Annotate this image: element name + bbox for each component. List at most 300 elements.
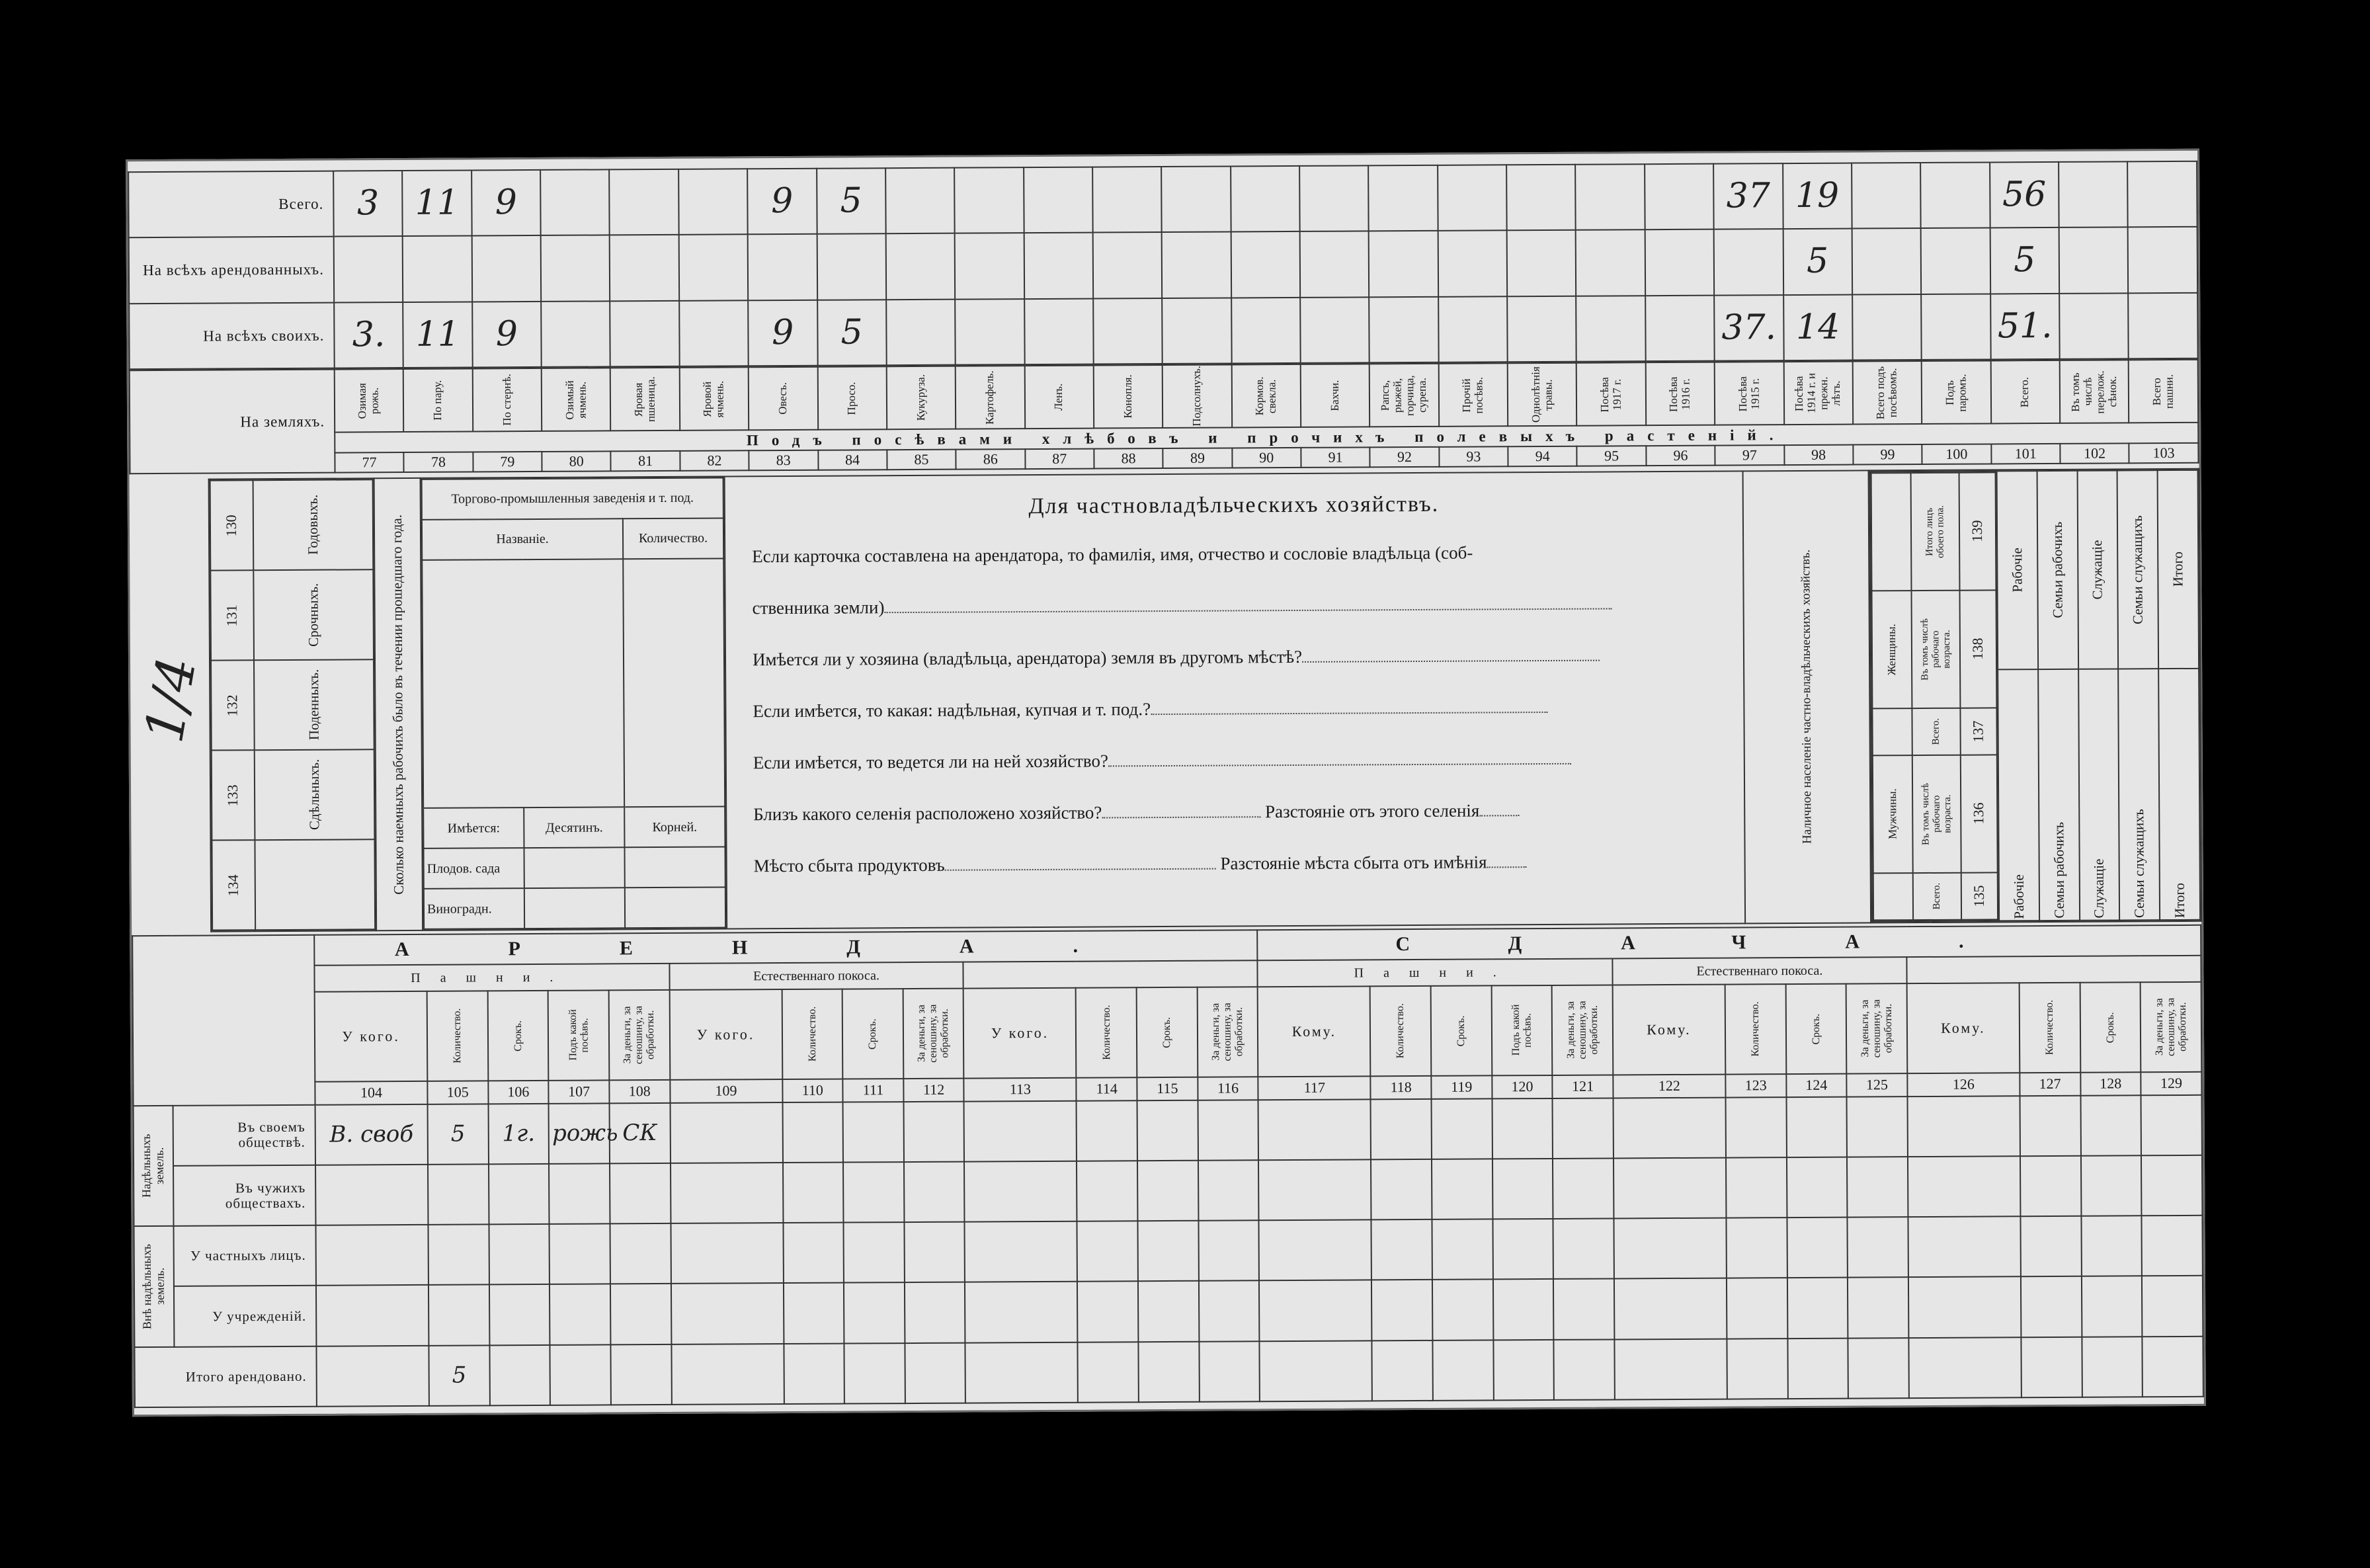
lease-cell [784,1283,844,1344]
totals-cell [1300,297,1369,363]
handwritten-value: 3 [356,183,380,224]
lease-cell [1492,1098,1553,1159]
middle-section [130,468,2202,928]
lease-cell [489,1345,550,1406]
totals-cell [1990,294,2060,360]
lease-header-label: Срокъ. [1810,1013,1822,1045]
lease-col-number: 116 [1198,1077,1258,1100]
lease-header [903,988,963,1079]
column-number: 100 [1922,444,1992,465]
lease-row-label: Въ чужихъ обществахъ. [173,1165,315,1226]
crop-header [335,369,404,433]
lease-row [134,1095,2202,1167]
totals-row-label: На всѣхъ своихъ. [129,302,335,369]
handwritten-value: В. своб [329,1120,414,1148]
lease-header [1258,986,1371,1077]
trade-block [421,476,727,930]
pop-number-text: 138 [1969,638,1986,660]
lease-cell [964,1100,1077,1161]
crop-header [1783,362,1853,425]
totals-cell [471,235,541,302]
totals-cell [403,302,473,368]
crop-header-label: Картофель. [983,370,997,425]
lease-cell [489,1164,550,1225]
lease-header [669,989,782,1081]
totals-row [128,161,2197,238]
hired-workers-table [210,479,376,930]
pop-number-text: 137 [1969,720,1987,743]
lease-cell [2081,1155,2142,1216]
handwritten-value: СК [622,1119,657,1147]
totals-cell [1231,231,1300,298]
lease-col-number: 128 [2080,1073,2141,1096]
lease-cell [2020,1156,2081,1217]
pop-number [1959,590,1996,708]
crop-header-label: Кукуруза. [914,374,927,421]
crop-header-label: Посѣва 1917 г. [1598,376,1623,412]
lease-cell [1372,1341,1433,1401]
crop-header-label: Озимая рожь. [356,382,382,419]
has-col2: Корней. [624,807,725,848]
crop-header [472,368,542,432]
totals-cell [885,168,955,234]
lease-cell [1432,1340,1493,1401]
lease-cell [1432,1159,1492,1219]
crop-header [1369,364,1439,427]
totals-cell [403,236,472,302]
lease-row-label: Итого арендовано. [134,1346,316,1407]
lease-cell [1432,1098,1492,1159]
hired-col-number [212,750,255,840]
staff-col [2158,470,2199,669]
trade-name-cell [422,559,624,808]
lease-cell [1848,1217,1908,1278]
lease-cell [784,1343,844,1404]
totals-cell [1438,231,1507,297]
totals-cell [2059,227,2129,294]
lease-cell [1137,1161,1198,1221]
lease-cell [1614,1278,1727,1339]
lease-col-number: 109 [670,1079,782,1102]
lease-cell [1139,1341,1200,1402]
lease-col-number: 113 [964,1078,1077,1101]
lease-cell [1553,1219,1614,1280]
lease-col-number: 105 [427,1081,488,1104]
lease-corner [132,935,315,1106]
staff-col [2117,470,2158,669]
population-label-cell [1743,470,1871,923]
lease-cell [1847,1157,1908,1217]
lease-cell [2080,1095,2141,1156]
lease-cell [550,1224,610,1285]
column-number: 97 [1715,445,1785,466]
lease-header-label: Количество. [806,1007,818,1062]
lease-cell [316,1285,429,1346]
lease-cell [671,1163,783,1223]
trade-table [421,477,727,929]
totals-cell [1783,163,1852,229]
has-col1: Десятинъ. [524,807,624,848]
q5-text-b: Разстояніе отъ этого селенія [1265,800,1480,822]
lease-col-number: 111 [843,1079,904,1102]
lease-cell [1553,1098,1614,1159]
staff-col-label: Рабочіе [2010,874,2027,919]
lease-cell [844,1283,905,1344]
lease-cell [1614,1339,1727,1399]
crop-header-label: Кормов. свекла. [1252,376,1278,416]
column-number: 102 [2060,444,2129,464]
crop-header [1990,360,2060,424]
staff-col-bottom [1998,669,2039,921]
column-number: 95 [1577,446,1647,466]
lease-header [2080,982,2141,1073]
lease-cell [489,1224,550,1285]
totals-cell [748,300,817,366]
totals-cell [1231,298,1301,364]
lease-cell [1138,1221,1199,1282]
pop-label-text: Итого лицъ обоего пола. [1924,505,1946,558]
lease-cell [1198,1100,1258,1161]
lease-header [548,990,609,1081]
hired-type: Срочныхъ. [305,583,321,647]
crop-header-label: Ленъ. [1052,383,1065,411]
lease-col-number: 112 [903,1079,964,1102]
crop-header-label: Посѣва 1915 г. [1736,376,1762,411]
lease-cell [965,1342,1078,1403]
lease-cell [1260,1341,1372,1401]
lease-header-label: Срокъ. [512,1020,524,1052]
totals-cell [1921,228,1990,294]
handwritten-value: 9 [771,181,794,222]
lease-row-group-label: Внѣ надѣльныхъ земель. [140,1244,167,1330]
hired-col-label [255,749,375,840]
staff-col-label: Рабочіе [2009,548,2025,593]
lease-cell [1727,1278,1787,1339]
lease-header-label: За деньги, за сеношину, за обработки. [1565,1001,1600,1059]
totals-cell [1162,298,1231,364]
column-number: 84 [818,450,887,470]
pop-group [1873,755,1913,873]
totals-cell [1024,167,1093,233]
totals-cell [1852,228,1922,294]
lease-header-label: У кого. [696,1026,755,1043]
totals-cell [610,235,679,301]
lease-row-label: У учрежденій. [174,1286,316,1346]
lease-table [132,925,2204,1408]
lease-col-number: 123 [1725,1074,1786,1097]
totals-cell [1783,294,1853,360]
q4-line [1108,763,1571,767]
totals-row-label: На всѣхъ арендованныхъ. [129,237,335,304]
totals-row [129,227,2197,304]
pop-label [1911,590,1960,708]
q4-text: Если имѣется, то ведется ли на ней хозяйство? [753,751,1109,773]
totals-cell [1507,230,1576,296]
lease-header-label: Срокъ. [1161,1016,1173,1048]
totals-cell [1990,227,2059,294]
lease-cell [905,1282,965,1343]
lease-cell [610,1344,671,1405]
staff-col-label: Итого [2171,882,2188,919]
lease-col-number: 114 [1077,1078,1137,1101]
handwritten-value: 5 [2013,240,2036,280]
q5 [727,784,1744,841]
column-number: 83 [749,450,819,471]
lease-cell [2081,1216,2142,1277]
totals-cell [1645,164,1714,230]
lease-col-number: 124 [1786,1074,1847,1097]
lease-cell [549,1163,610,1224]
lease-cell [1432,1280,1493,1341]
totals-cell [1299,165,1369,231]
lease-cell [1493,1279,1554,1340]
totals-cell [1852,294,1922,360]
lease-cell [1614,1158,1726,1219]
lease-cell [1786,1096,1847,1157]
q1 [725,526,1743,634]
lease-header-label: Срокъ. [1455,1015,1467,1047]
staff-col-label: Семьи рабочихъ [2049,521,2066,618]
lease-cell [2143,1337,2203,1397]
pop-gender-row [1871,472,1996,591]
crop-header-label: Всего. [2018,376,2031,407]
hired-row [212,749,375,840]
lease-col-number: 127 [2020,1073,2080,1096]
crop-banner: Подъ посѣвами хлѣбовъ и прочихъ полевыхъ растеній. [335,423,2198,453]
hired-label-cell [374,478,423,930]
lease-col-number: 115 [1137,1077,1198,1100]
population-table [1869,470,2201,923]
lease-cell [1614,1218,1726,1279]
pop-number [1960,708,1996,755]
lease-cell [1493,1340,1554,1401]
column-number: 78 [404,452,473,473]
hired-col-number [210,480,254,570]
lease-group [1906,955,2201,983]
column-number: 94 [1508,446,1577,467]
pop-label [1913,872,1961,920]
lease-cell [610,1284,671,1344]
totals-cell [333,171,403,237]
crop-header-label: Рапсъ, рыжей, горчица, сурепа. [1379,374,1429,416]
column-number: 92 [1370,447,1440,468]
population-block [1869,469,2202,923]
lease-cell [1787,1338,1848,1399]
handwritten-value: 19 [1795,175,1840,216]
lease-cell [1432,1219,1493,1280]
lease-cell [1726,1217,1787,1278]
trade-qty-header: Количество. [623,518,723,559]
pop-group-label: Мужчины. [1885,788,1899,840]
crop-header-label: Овесъ. [776,382,790,415]
has-label: Имѣется: [423,807,524,848]
private-farm-title: Для частновладѣльческихъ хозяйствъ. [1028,491,1440,519]
hand-mark: 1/4 [133,652,208,747]
lease-cell [1077,1100,1137,1161]
lease-header-label: Количество. [1749,1001,1762,1057]
lease-cell [1725,1097,1786,1158]
lease-cell [2082,1337,2143,1397]
lease-cell [316,1346,429,1407]
lease-cell [843,1162,904,1223]
handwritten-value: 5 [450,1120,466,1147]
pop-group [1873,873,1913,921]
q3-text: Если имѣется, то какая: надѣльная, купчая и т. под.? [753,699,1151,722]
totals-cell [334,302,403,368]
pop-label [1912,755,1961,873]
vineyard-roots [625,887,725,928]
totals-cell [541,301,610,367]
totals-cell [678,235,748,301]
lease-cell [1848,1338,1909,1399]
pop-label [1912,708,1960,755]
q6-line-b [1487,867,1527,868]
column-number: 96 [1646,446,1715,466]
hired-number: 133 [224,784,241,806]
totals-cell [610,301,680,367]
hired-col-label [254,659,374,750]
totals-cell [471,170,541,236]
handwritten-value: 9 [772,312,794,352]
handwritten-value: 14 [1795,307,1840,347]
lease-row [134,1337,2203,1408]
q6-text-b: Разстояніе мѣста сбыта отъ имѣнія [1220,852,1487,874]
private-farm-block [725,471,1746,928]
totals-cell [1576,164,1645,230]
pop-number-text: 139 [1969,520,1986,543]
pop-group-label: Женщины. [1885,623,1898,675]
staff-col-label: Семьи рабочихъ [2050,822,2067,919]
q6-text-a: Мѣсто сбыта продуктовъ [753,855,945,876]
lease-header-label: У кого. [342,1027,400,1045]
lease-row-group [134,1226,174,1347]
lease-header [1370,985,1431,1076]
sdacha-title: СДАЧА. [1258,925,2201,960]
crop-header-label: Въ томъ числѣ перелож. сѣнок. [2068,370,2119,413]
staff-col-bottom [2158,669,2200,920]
totals-cell [1645,229,1714,296]
crop-header [1508,363,1577,427]
crop-header [1853,361,1922,425]
lease-header [1076,987,1137,1078]
crop-header-label: Прочій посѣвъ. [1460,376,1486,413]
lease-row [134,1276,2203,1347]
lease-header-label: За деньги, за сеношину, за обработки. [1859,999,1895,1058]
totals-cell [1576,230,1645,296]
lease-cell [1908,1156,2020,1217]
handwritten-value: 37 [1726,176,1770,216]
staff-col-bottom [2119,669,2160,920]
hired-label: Сколько наемныхъ рабочихъ было въ течении прошедшаго года. [389,514,407,895]
column-number: 90 [1232,448,1301,468]
crop-header [1094,365,1163,429]
lease-col-number: 129 [2141,1072,2201,1095]
crop-header-table [129,359,2199,475]
lease-cell [1553,1158,1614,1219]
column-number: 91 [1301,448,1370,468]
totals-cell [1438,165,1507,231]
lease-cell [904,1162,965,1223]
lease-header-label: Кому. [1647,1020,1692,1038]
pop-label-text: Всего. [1932,882,1943,910]
hired-type: Поденныхъ. [306,669,322,741]
pop-number [1961,872,1998,920]
handwritten-value: 9 [495,183,517,223]
totals-cell [955,233,1024,299]
q2-line [1302,660,1600,663]
lease-cell [1727,1339,1787,1399]
column-number: 93 [1439,447,1508,468]
totals-table [128,161,2199,370]
lease-cell [903,1101,964,1162]
crop-header-label: Всего подъ посѣвомъ. [1874,366,1900,420]
lease-row-group [134,1106,174,1227]
crop-header-label: Яровой ячмень. [701,380,727,417]
hired-number: 130 [223,514,240,536]
lease-header [1613,984,1726,1075]
lease-cell [550,1284,610,1345]
middle-table [130,468,2203,932]
hired-row [210,569,374,660]
lease-cell [2020,1096,2080,1157]
hired-row [210,479,374,570]
lease-cell [670,1102,782,1163]
lease-header-label: У кого. [991,1024,1049,1042]
lease-cell [2021,1337,2082,1397]
lease-header-label: Кому. [1941,1019,1986,1036]
handwritten-value: 3. [352,314,386,355]
lease-cell [1077,1282,1138,1342]
hired-type: Сдѣльныхъ. [306,759,323,831]
lease-header-label: Количество. [2043,1000,2056,1055]
vineyard-desyatin [524,887,625,928]
lease-section [132,925,2204,1408]
lease-header-label: За деньги, за сеношину, за обработки. [916,1004,951,1063]
lease-col-number: 117 [1258,1077,1371,1100]
lease-group: Естественнаго покоса. [669,962,963,989]
lease-cell [315,1104,428,1165]
totals-cell [1783,229,1852,295]
land-row-label: На земляхъ. [130,370,335,474]
crop-header [749,367,818,431]
totals-cell [472,302,542,368]
q4 [727,732,1744,789]
q6-line-a [945,868,1216,871]
pop-gender-block [1870,471,2000,921]
crop-header [1024,366,1094,429]
staff-col-label: Служащіе [2091,858,2107,919]
totals-cell [1506,165,1576,231]
totals-cell [1369,296,1439,362]
lease-cell [2141,1155,2202,1216]
handwritten-value: 56 [2002,175,2047,215]
lease-col-number: 121 [1553,1075,1614,1098]
hired-col-number [211,660,255,750]
lease-header [782,989,842,1079]
q1-line [884,608,1612,614]
lease-cell [1198,1221,1259,1282]
lease-cell [1259,1220,1371,1281]
handwritten-value: 9 [495,313,518,354]
lease-cell [965,1282,1077,1342]
totals-cell [679,300,749,366]
crop-header [2060,360,2129,423]
totals-cell [1369,231,1438,297]
column-number: 86 [956,449,1026,470]
lease-cell [2142,1276,2203,1337]
lease-col-number: 122 [1613,1075,1725,1098]
lease-group: Пашни. [314,964,669,992]
